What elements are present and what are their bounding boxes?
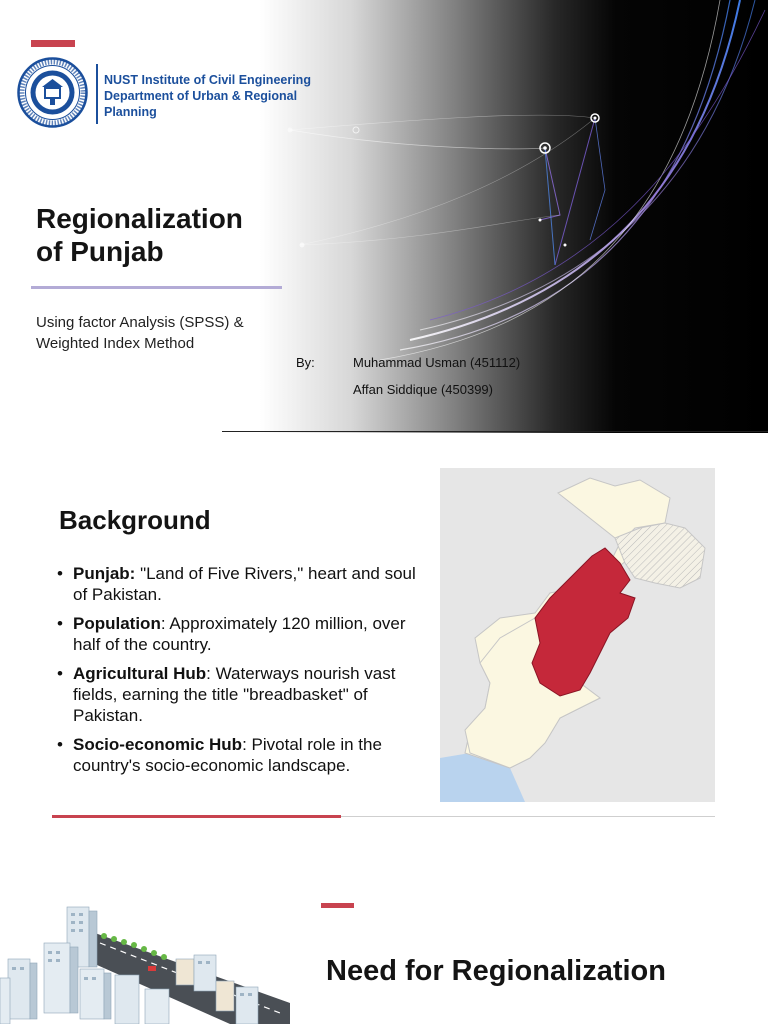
by-label: By:	[296, 355, 315, 370]
punjab-location-map	[440, 468, 715, 802]
bullet-text: : Pivotal role in the country's socio-economic landscape.	[73, 735, 382, 775]
title-divider	[31, 286, 282, 289]
nust-logo-icon	[17, 57, 88, 128]
city-illustration	[0, 903, 290, 1024]
bullet-text: : Waterways nourish vast fields, earning the title "breadbasket" of Pakistan.	[73, 664, 396, 725]
title-line-2: of Punjab	[36, 236, 164, 267]
divider-rule	[341, 816, 715, 817]
institution-line-3: Planning	[104, 105, 157, 119]
list-item	[57, 734, 417, 776]
institution-name	[104, 72, 344, 120]
title-line-1: Regionalization	[36, 203, 243, 234]
accent-rule	[52, 815, 341, 818]
logo-divider	[96, 64, 98, 124]
bullet-term: Socio-economic Hub	[73, 735, 243, 754]
bullet-term: Population	[73, 614, 161, 633]
author-name: Affan Siddique (450399)	[353, 382, 493, 397]
title-slide	[0, 0, 768, 433]
background-title: Background	[59, 505, 211, 535]
need-for-regionalization-title: Need for Regionalization	[326, 955, 666, 987]
institution-line-2: Department of Urban & Regional	[104, 89, 298, 103]
bullet-term: Agricultural Hub	[73, 664, 207, 683]
accent-bar	[321, 903, 354, 908]
presentation-title	[36, 202, 243, 268]
bullet-text: : Approximately 120 million, over half of the country.	[73, 614, 406, 654]
institution-line-1: NUST Institute of Civil Engineering	[104, 73, 311, 87]
need-slide	[0, 841, 768, 1024]
slide-bottom-rule	[222, 431, 768, 432]
list-item	[57, 563, 417, 605]
author-name: Muhammad Usman (451112)	[353, 355, 521, 370]
subtitle-line-2: Weighted Index Method	[36, 335, 195, 352]
bullet-text: "Land of Five Rivers," heart and soul of Pakistan.	[73, 564, 416, 604]
presentation-subtitle	[36, 312, 244, 354]
subtitle-line-1: Using factor Analysis (SPSS) &	[36, 314, 244, 331]
background-slide	[0, 433, 768, 841]
list-item	[57, 613, 417, 655]
bullet-term: Punjab:	[73, 564, 136, 583]
accent-bar	[31, 40, 75, 47]
background-bullet-list	[57, 563, 417, 784]
list-item	[57, 663, 417, 726]
